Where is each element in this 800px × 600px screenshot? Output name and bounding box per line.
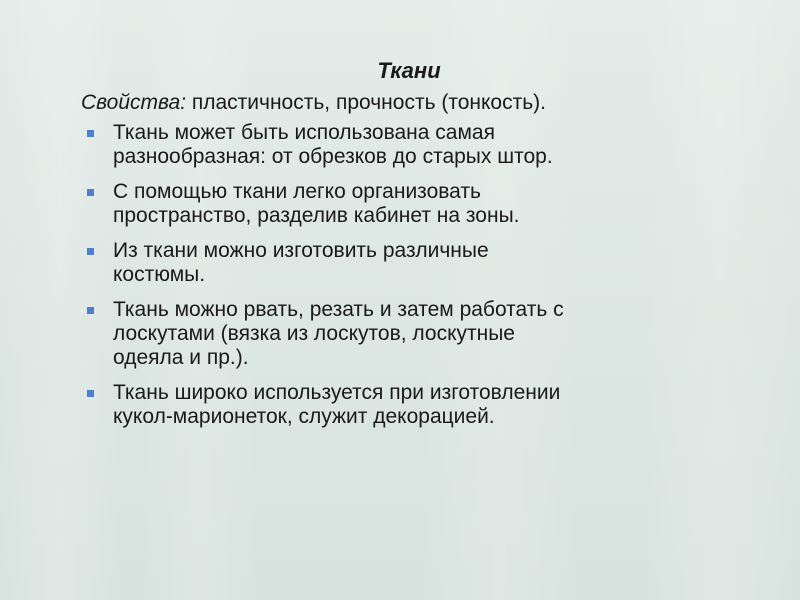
slide-title: Ткани [377,58,441,83]
bullet-line: пространство, разделив кабинет на зоны. [113,204,520,227]
bullet-line: одеяла и пр.). [113,346,249,369]
properties-label: Свойства: [81,91,187,114]
square-bullet-icon [87,130,94,137]
square-bullet-icon [87,248,94,255]
square-bullet-icon [87,390,94,397]
list-item [81,180,761,228]
bullet-line: разнообразная: от обрезков до старых штор. [113,145,553,168]
bullet-line: Ткань может быть использована самая [113,121,495,144]
bullet-list [81,121,761,440]
list-item [81,298,761,370]
bullet-line: кукол-марионеток, служит декорацией. [113,405,495,428]
bullet-line: лоскутами (вязка из лоскутов, лоскутные [113,322,515,345]
bullet-line: Из ткани можно изготовить различные [113,239,489,262]
list-item [81,381,761,429]
bullet-line: Ткань можно рвать, резать и затем работать с [113,298,564,321]
list-item [81,239,761,287]
bullet-line: Ткань широко используется при изготовлении [113,381,561,404]
bullet-line: костюмы. [113,263,206,286]
properties-text: пластичность, прочность (тонкость). [186,91,546,114]
properties-line [81,90,546,116]
list-item [81,121,761,169]
square-bullet-icon [87,307,94,314]
bullet-line: С помощью ткани легко организовать [113,180,481,203]
square-bullet-icon [87,189,94,196]
